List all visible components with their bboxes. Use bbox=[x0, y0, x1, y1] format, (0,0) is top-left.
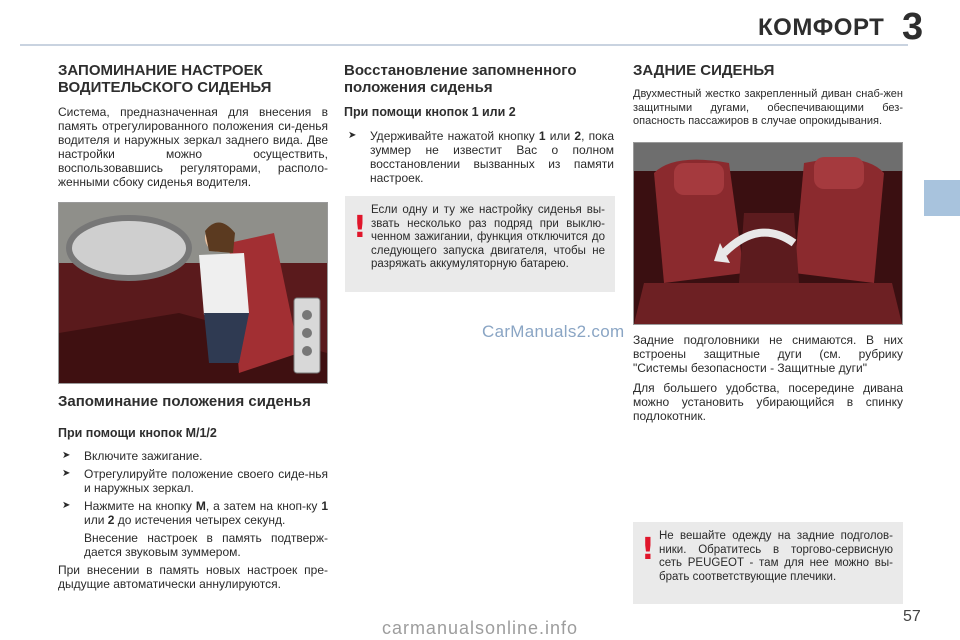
arrow-bullet-icon: ➤ bbox=[348, 130, 357, 141]
column-rear-seats bbox=[633, 62, 903, 129]
method-title: При помощи кнопок 1 или 2 bbox=[344, 105, 516, 119]
footer-watermark: carmanualsonline.info bbox=[381, 618, 579, 638]
arrow-bullet-icon: ➤ bbox=[62, 450, 71, 461]
driver-seat-photo bbox=[58, 202, 328, 384]
subsection-title: Запоминание положения сиденья bbox=[58, 393, 311, 410]
column-rear-seats-text bbox=[633, 333, 903, 423]
warning-note bbox=[345, 196, 615, 292]
warning-text: Если одну и ту же настройку сиденья вы-звать несколько раз подряд при выклю-ченном зажигании, функция отключится до следующего запуска двигателя, чтобы не разряжать аккумуляторную батарею. bbox=[371, 204, 605, 270]
step-adjust: ➤ Отрегулируйте положение своего сиде-нья и наружных зеркал. bbox=[62, 467, 328, 495]
exclamation-icon: ! bbox=[353, 210, 367, 245]
column-driver-memory-steps bbox=[58, 393, 328, 591]
warning-text: Не вешайте одежду на задние подголов-ники. Обратитесь в торгово-сервисную сеть PEUGEOT - там для нее можно вы-брать соответствующие плечики. bbox=[659, 530, 893, 583]
rear-seats-photo bbox=[633, 142, 903, 325]
arrow-bullet-icon: ➤ bbox=[62, 500, 71, 511]
step-hold: ➤ Удерживайте нажатой кнопку 1 или 2, пока зуммер не известит Вас о полном восстановлении вызванных из памяти настроек. bbox=[348, 129, 614, 185]
chapter-number: 3 bbox=[902, 6, 924, 48]
armrest-text: Для большего удобства, посередине дивана можно установить убирающийся в спинку подлокотник. bbox=[633, 381, 903, 423]
section-title: ЗАПОМИНАНИЕ НАСТРОЕК ВОДИТЕЛЬСКОГО СИДЕНЬЯ bbox=[58, 62, 272, 96]
confirm-text: Внесение настроек в память подтверж-дается звуковым зуммером. bbox=[84, 531, 328, 559]
column-driver-memory bbox=[58, 62, 328, 189]
step-ignition: ➤ Включите зажигание. bbox=[62, 449, 203, 463]
watermark: CarManuals2.com bbox=[482, 322, 625, 341]
footer-text: При внесении в память новых настроек пре-дыдущие автоматически аннулируются. bbox=[58, 563, 328, 591]
section-title: Восстановление запомненного положения сиденья bbox=[344, 62, 577, 96]
section-title: ЗАДНИЕ СИДЕНЬЯ bbox=[633, 62, 775, 79]
column-restore bbox=[344, 62, 614, 189]
headrest-text: Задние подголовники не снимаются. В них встроены защитные дуги (см. рубрику "Системы безопасности - Защитные дуги" bbox=[633, 333, 903, 375]
step-press: ➤ Нажмите на кнопку M, а затем на кноп-ку 1 или 2 до истечения четырех секунд. bbox=[62, 499, 329, 527]
method-title: При помощи кнопок M/1/2 bbox=[58, 426, 217, 440]
arrow-bullet-icon: ➤ bbox=[62, 468, 71, 479]
page-number: 57 bbox=[903, 608, 921, 625]
warning-note bbox=[633, 522, 903, 604]
chapter-title: КОМФОРТ bbox=[758, 14, 885, 41]
intro-text: Система, предназначенная для внесения в память отрегулированного положения си-денья водителя и наружных зеркал заднего вида. Две настройки можно осуществить, воспользовавшись регуляторами, располо-женными сбоку сиденья водителя. bbox=[58, 105, 328, 189]
header-rule bbox=[20, 44, 908, 46]
exclamation-icon: ! bbox=[641, 532, 655, 567]
chapter-tab bbox=[924, 180, 960, 216]
intro-text: Двухместный жестко закрепленный диван снаб-жен защитными дугами, обеспечивающими без-опасность пассажиров в случае опрокидывания. bbox=[633, 88, 903, 127]
